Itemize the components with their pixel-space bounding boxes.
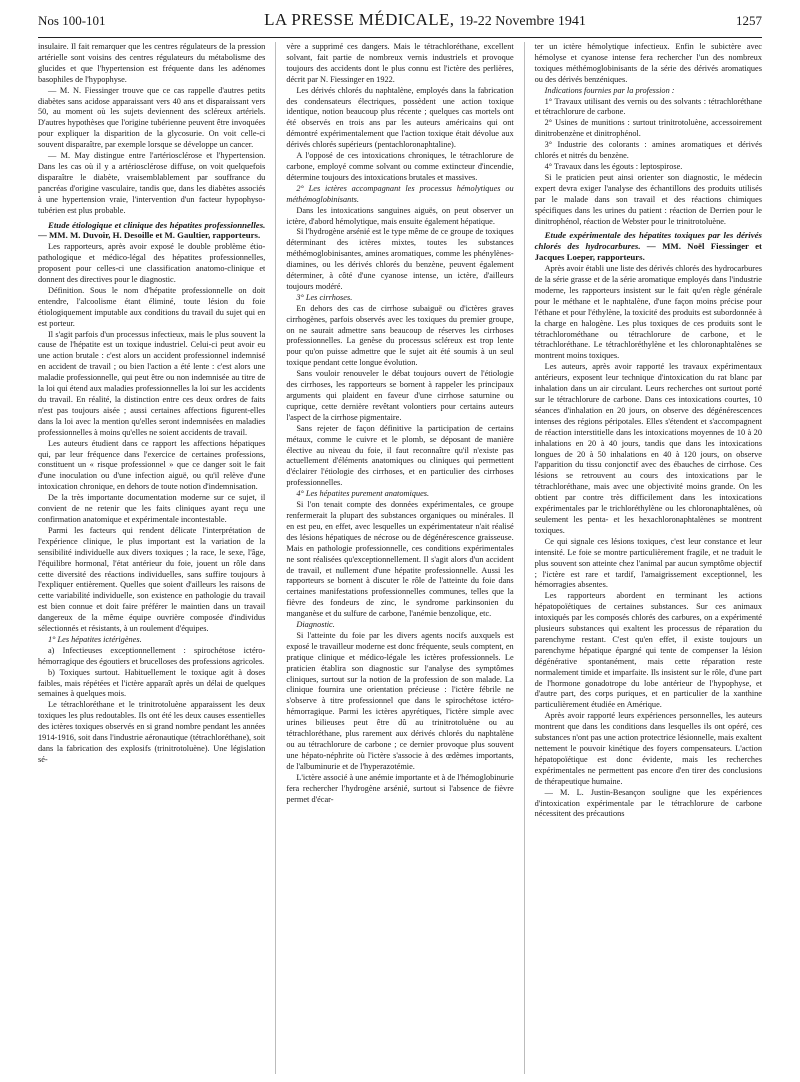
paragraph: Sans vouloir renouveler le débat toujours ouvert de l'étiologie des cirrhoses, les rapporteurs se bornent à rappeler les principaux arguments qui plaident en faveur d'une cirrhose saturnine ou cuprique, cette dernière revêtant volontiers pour certains auteurs l'aspect de la cirrhose pigmentaire.: [286, 369, 514, 422]
paragraph: b) Toxiques surtout. Habituellement le toxique agit à doses faibles, mais répétées et l'ictère apparaît après un délai de quelques semaines à quelques mois.: [38, 667, 266, 699]
paragraph: Si l'atteinte du foie par les divers agents nocifs auxquels est exposé le travailleur moderne est donc fréquente, seuls comptent, en pratique clinique et médico-légale les ictères professionnels. Le praticien établira son diagnostic sur l'analyse des symptômes cliniques, surtout sur la notion de la profession de son malade. La clinique fournira une orientation précieuse : l'ictère fébrile ne s'observe à titre professionnel que dans le spirochétose ictéro-hémorragique. Parmi les ictères apyrétiques, l'ictère simple avec urines bilieuses peut être dû au trinitrotoluène ou au tétrachloréthane, plus rarement aux dérivés chlorés du naphtalène ou au tétrachlorure de carbone ; ce dernier provoque plus souvent une hépato-néphrite où l'ictère s'associe à des œdèmes importants, de l'albuminurie et de l'hyperazotémie.: [286, 630, 514, 771]
paragraph: Le tétrachloréthane et le trinitrotoluène apparaissent les deux toxiques les plus redoutables. Ils ont été les deux causes essentielles des ictères toxiques observés en si grand nombre pendant les années 1914-1916, soit dans l'industrie aéronautique (tétrachloréthane), soit dans la fabrication des explosifs (trinitrotoluène). Une législation sé-: [38, 700, 266, 764]
paragraph: Sans rejeter de façon définitive la participation de certains métaux, comme le cuivre et le plomb, se déposant de manière élective au niveau du foie, il faut reconnaître qu'il n'existe pas actuellement d'éléments anatomiques ou cliniques qui permettent d'éclairer l'étiologie des cirrhoses, et en particulier des cirrhoses professionnelles.: [286, 423, 514, 488]
continued-paragraph: ter un ictère hémolytique infectieux. Enfin le subictère avec hémolyse et cyanose intense fera rechercher l'un des nombreux toxiques méthémoglobinisants de la série des dérivés aromatiques ou des dérivés benzéniques.: [534, 42, 762, 84]
paragraph: A l'opposé de ces intoxications chroniques, le tétrachlorure de carbone, employé comme solvant ou comme extincteur d'incendie, détermine toujours des intoxications brutales et massives.: [286, 151, 514, 182]
list-item: 4° Travaux dans les égouts : leptospirose.: [544, 161, 683, 171]
paragraph: — M. N. Fiessinger trouve que ce cas rappelle d'autres petits diabètes sans acidose apparaissant vers 40 ans et disparaissant vers 50, au moment où les sujets deviennent des scléreux artériels. D'autres hypothèses que l'origine tubérienne peuvent être invoquées pour expliquer la disparition de la glycosurie. On voit celle-ci souvent disparaître, par exemple lorsque se développe un cancer.: [38, 85, 266, 150]
journal-title-line: [148, 10, 702, 30]
paragraph: L'ictère associé à une anémie importante et à de l'hémoglobinurie fera rechercher l'hydrogène arsénié, surtout si l'absence de fièvre permet d'écar-: [286, 772, 514, 804]
page-header: [38, 10, 762, 38]
subheading: Indications fournies par la profession :: [544, 85, 675, 95]
paragraph: Si l'hydrogène arsénié est le type même de ce groupe de toxiques déterminant des ictères mixtes, toutes les substances méthémoglobinisantes, amines aromatiques, comme les phénylènes-diamines, ou les dérivés chlorés du benzène, peuvent également déterminer, à côté d'une cyanose intense, un ictère, d'ailleurs toujours modéré.: [286, 227, 514, 291]
subheading: Diagnostic.: [296, 620, 335, 630]
column-left: [38, 42, 265, 1074]
issue-date: 19-22 Novembre 1941: [459, 14, 586, 29]
paragraph: Les auteurs étudient dans ce rapport les affections hépatiques qui, par leur fréquence dans l'exercice de certaines professions, constituent un « risque professionnel » que ce danger soit le fait d'une inoculation ou d'une infection aiguë, ou qu'il relève d'une intoxication chronique, en dehors de toute notion d'indemnisation.: [38, 438, 266, 492]
article-columns: [38, 42, 762, 1074]
page-number: 1257: [736, 13, 762, 28]
continued-paragraph: insulaire. Il fait remarquer que les centres régulateurs de la pression artérielle sont voisins des centres régulateurs du métabolisme des glucides et que l'hypertension est fréquente dans les adénomes basophiles de l'hypophyse.: [38, 42, 266, 84]
continued-paragraph: vère a supprimé ces dangers. Mais le tétrachloréthane, excellent solvant, fait partie de nombreux vernis industriels et provoque toujours des accidents dont le plus connu est l'ictère des perlières, décrit par N. Fiessinger en 1922.: [286, 42, 514, 84]
list-item: 1° Travaux utilisant des vernis ou des solvants : tétrachloréthane et tétrachlorure de carbone.: [534, 96, 762, 117]
paragraph: — M. L. Justin-Besançon souligne que les expériences d'intoxication expérimentale par le tétrachlorure de carbone nécessitent des précautions: [534, 787, 762, 819]
paragraph: a) Infectieuses exceptionnellement : spirochétose ictéro-hémorragique des égoutiers et brucelloses des professions agricoles.: [38, 645, 266, 666]
paragraph: Parmi les facteurs qui rendent délicate l'interprétation de l'expérience clinique, le plus important est la variation de la sensibilité individuelle aux divers toxiques ; la race, le sexe, l'âge, l'équilibre hormonal, l'état antérieur du foie, jouent un rôle dans cette diversité des réactions individuelles, sans suffire toujours à l'expliquer entièrement. Quelles que soient d'ailleurs les raisons de cette variabilité individuelle, son existence en pathologie du travail est bien connue et doit faire préférer le maintien dans un travail dangereux de la même équipe ouvrière composée d'individus sélectionnés et résistants, à un roulement d'équipes.: [38, 525, 266, 634]
paragraph: Dans les intoxications sanguines aiguës, on peut observer un ictère, d'abord hémolytique, mais ensuite également hépatique.: [286, 205, 514, 226]
paragraph: — M. May distingue entre l'artériosclérose et l'hypertension. Dans les cas où il y a artériosclérose diffuse, on voit quelquefois disparaître le diabète, vraisemblablement par souffrance du pancréas d'origine vasculaire, tandis que, dans les diabètes associés à une hypertension vraie, l'intervention d'un facteur hypophyso-tubérien est plus probable.: [38, 151, 266, 215]
paragraph: Les auteurs, après avoir rapporté les travaux expérimentaux antérieurs, exposent leur technique d'intoxication du rat blanc par inhalation dans un air circulant. Leurs recherches ont surtout porté sur le tétrachlorure de carbone. Dans ces intoxications courtes, 10 séances d'inhalation en 20 jours, on observe des dégénérescences intenses des régions péripotales. Elles s'étendent et s'accompagnent de réaction interstitielle dans les intoxications moyennes de 10 à 20 inhalations en 20 à 40 jours, tandis que dans les intoxications longues de 20 à 50 inhalations en 40 à 120 jours, on observe l'apparition du tissu conjonctif avec des ébauches de cirrhose. Ces lésions se retrouvent au cours des intoxications par le tétrachloréthane, mais avec une objectivité moins grande. On les obtient par contre très difficilement dans les intoxications expérimentales par le trichloréthylène ou les chloronaphtalènes, où seulement les penta- et les hexachloronaphtalènes se montrent toxiques.: [534, 362, 762, 535]
paragraph: Ce qui signale ces lésions toxiques, c'est leur constance et leur intensité. Le foie se montre particulièrement fragile, et ne traduit le plus souvent son atteinte chez l'animal par aucun symptôme objectif ; l'ictère est rare et tardif, l'amaigrissement exceptionnel, les hémorragies absentes.: [534, 536, 762, 590]
column-middle: [275, 42, 513, 1074]
section-heading: [535, 230, 762, 263]
section-title: Etude étiologique et clinique des hépatites professionnelles.: [48, 219, 266, 230]
column-right: [524, 42, 762, 1074]
list-item: 2° Usines de munitions : surtout trinitrotoluène, accessoirement dinitrobenzène et dinitrophénol.: [534, 118, 762, 139]
paragraph: Si l'on tenait compte des données expérimentales, ce groupe renfermerait la plupart des substances organiques ou minérales. Il en est peu, en effet, avec lesquelles un expérimentateur n'ait réalisé des lésions hépatiques de nécrose ou de dégénérescence graisseuse. Mais en pathologie professionnelle, ces conditions expérimentales ne sont réalisées qu'exceptionnellement. Il s'agit alors d'un accident de travail, et nullement d'une hépatite professionnelle. Aussi les rapporteurs se bornent à discuter le rôle de l'atteinte du foie dans certaines manifestations professionnelles communes, telles que la fièvre des fondeurs de zinc, le syndrome parkinsonien du manganèse et du sulfure de carbone, l'anémie benzolique, etc.: [286, 500, 514, 619]
journal-title: LA PRESSE MÉDICALE,: [264, 10, 455, 29]
paragraph: En dehors des cas de cirrhose subaiguë ou d'ictères graves cirrhogènes, parfois observés avec les toxiques du premier groupe, on ne saurait admettre sans beaucoup de réserves les cirrhoses professionnelles. La genèse du processus scléreux est trop lente pour qu'on puisse admettre que le sujet ait été soumis à un seul toxique pendant cette longue évolution.: [286, 303, 514, 368]
paragraph: Après avoir établi une liste des dérivés chlorés des hydrocarbures de la série grasse et de la série aromatique employés dans l'industrie moderne, les rapporteurs insistent sur le fait qu'en règle générale pour le méthane et le naphtalène, d'une façon moins précise pour l'éthane et pour l'éthylène, la toxicité des produits est subordonnée à la charge en halogène. Les plus toxiques de ces produits sont le tétrachlorométhane ou tétrachlorure de carbone, et le tétrachloréthane. Le tétrachloréthylène et les chloronaphtalènes se montrent moins toxiques.: [534, 264, 762, 361]
paragraph: De la très importante documentation moderne sur ce sujet, il convient de ne retenir que les faits cliniques ayant reçu une confirmation anatomique et expérimentale incontestable.: [38, 493, 266, 524]
paragraph: Si le praticien peut ainsi orienter son diagnostic, le médecin expert devra exiger l'analyse des échantillons des produits utilisés par le malade dans son travail et des réactions chimiques spécifiques dans les urines du patient : réaction de Derrien pour le dinitrophénol, réaction de Webster pour le trinitrotoluène.: [534, 172, 762, 226]
section-authors: — MM. Noël Fiessinger et Jacques Loeper, rapporteurs.: [534, 241, 762, 263]
section-heading: [38, 220, 265, 242]
section-authors: — MM. M. Duvoir, H. Desoille et M. Gaultier, rapporteurs.: [38, 230, 261, 241]
subheading: 3° Les cirrhoses.: [296, 292, 353, 302]
subheading: 4° Les hépatites purement anatomiques.: [296, 489, 430, 499]
subheading: 2° Les ictères accompagnant les processus hémolytiques ou méthémoglobinisants.: [286, 183, 514, 204]
list-item: 3° Industrie des colorants : amines aromatiques et dérivés chlorés et nitrés du benzène.: [534, 140, 762, 161]
paragraph: Les dérivés chlorés du naphtalène, employés dans la fabrication des condensateurs électriques, possèdent une action toxique identique, notion beaucoup plus récente ; quelques cas mortels ont été observés en trois ans par les auteurs américains qui ont démontré expérimentalement que l'action toxique était dévolue aux dérivés chlorés supérieurs (pentachloronaphtaline).: [286, 85, 514, 150]
paragraph: Il s'agit parfois d'un processus infectieux, mais le plus souvent la cause de l'hépatite est un toxique industriel. Celui-ci peut avoir eu une action brutale : c'est alors un accident professionnel indemnisé en accident de travail ; ou bien l'action a été lente : c'est alors une maladie professionnelle, qui peut être ou non indemnisée au titre de la loi qui étend aux maladies professionnelles la loi sur les accidents du travail. En réalité, la distinction entre ces deux ordres de faits n'est pas toujours aisée ; aussi certaines affections figurent-elles dans la loi avec la mention qu'elles seront indemnisées en maladies professionnelles à moins qu'elles ne soient accidents de travail.: [38, 329, 266, 437]
paragraph: Définition. Sous le nom d'hépatite professionnelle on doit entendre, l'alcoolisme étant éliminé, toute lésion du foie étiologiquement imputable aux conditions du travail du sujet qui en est porteur.: [38, 285, 266, 328]
paragraph: Les rapporteurs, après avoir exposé le double problème étio-pathologique et médico-légal des hépatites professionnelles, proposent pour celles-ci une classification anatomo-clinique et donnent des directives pour le diagnostic.: [38, 242, 266, 285]
paragraph: Les rapporteurs abordent en terminant les actions hépatopoïétiques de certaines substances. Sur ces animaux intoxiqués par les composés chlorés des carbures, on a expérimenté plusieurs substances qui exaltent les processus de réparation du parenchyme restant. C'est qu'en effet, il existe toujours un parenchyme hépatique épargné qui tente de compenser la lésion dégénérative spontanément, mais cette réparation reste normalement timide et imparfaite. Ils insistent sur le rôle, d'une part de l'hormone gonadotrope du lobe antérieur de l'hypophyse, et d'autre part, des corps puriques, et en particulier de la xanthine particulièrement étudiée en Amérique.: [534, 591, 762, 710]
subheading: 1° Les hépatites ictérigènes.: [48, 634, 142, 644]
paragraph: Après avoir rapporté leurs expériences personnelles, les auteurs montrent que dans les conditions dans lesquelles ils ont opéré, ces substances n'ont pas une action protectrice lésionnelle, mais exaltent nettement le pouvoir kinétique des foyers compensateurs. L'action hépatopoïétique est donc évidente, mais les recherches expérimentales ne permettent pas encore d'en tirer des conclusions de thérapeutique humaine.: [534, 711, 762, 786]
section-title: Etude expérimentale des hépatites toxiques par les dérivés chlorés des hydrocarbures.: [534, 230, 762, 252]
issue-number: Nos 100-101: [38, 13, 106, 28]
